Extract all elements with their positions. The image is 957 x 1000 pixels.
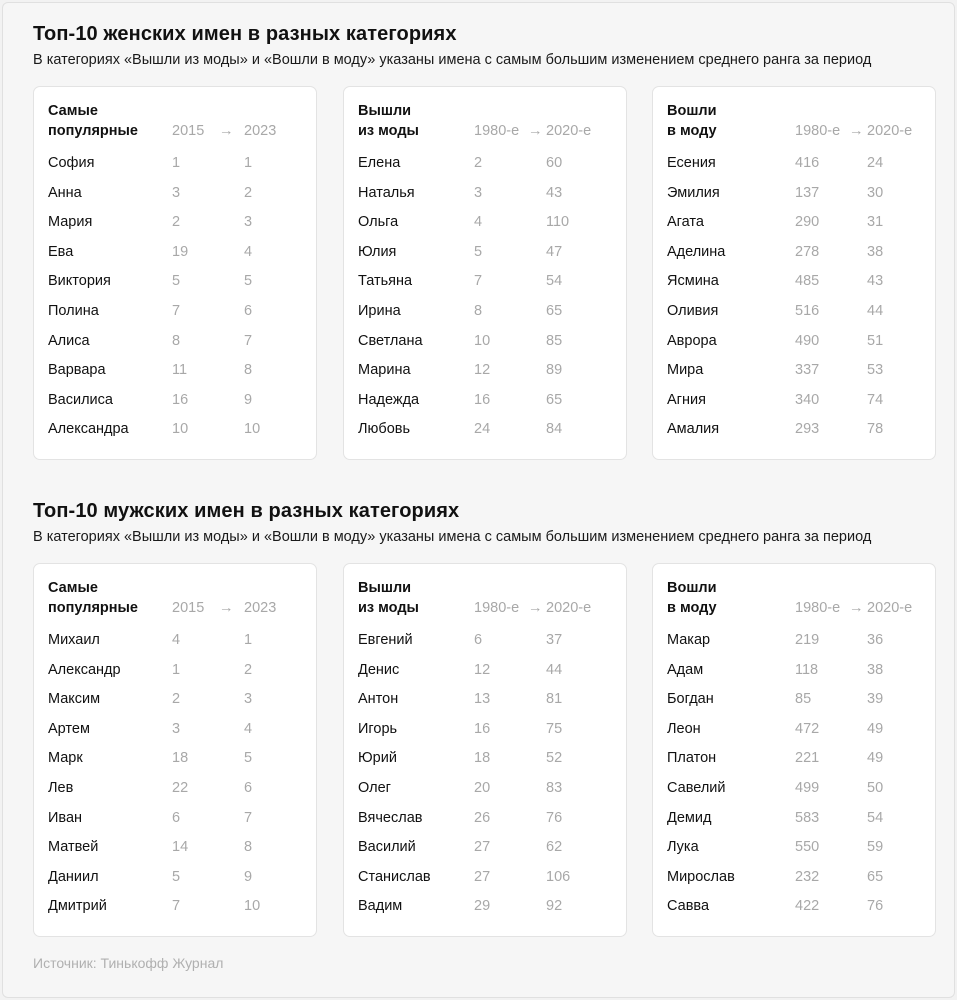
name-list xyxy=(344,630,626,926)
rank-from: 2 xyxy=(172,214,181,231)
rank-from: 290 xyxy=(795,214,820,231)
card-into-fashion xyxy=(652,563,936,937)
section-female-names xyxy=(33,21,938,460)
rank-to: 10 xyxy=(244,898,261,915)
arrow-icon: → xyxy=(219,600,234,616)
list-item xyxy=(34,212,316,242)
list-item xyxy=(34,331,316,361)
rank-to: 59 xyxy=(867,839,884,856)
rank-from: 2 xyxy=(474,155,483,171)
rank-to: 6 xyxy=(244,302,253,319)
list-item xyxy=(653,867,935,897)
rank-from: 13 xyxy=(474,691,491,708)
card-header xyxy=(344,564,626,632)
rank-to: 39 xyxy=(867,691,884,708)
rank-from: 219 xyxy=(795,632,820,648)
name: Елена xyxy=(358,155,401,171)
rank-to: 2 xyxy=(244,661,253,678)
rank-to: 50 xyxy=(867,779,884,796)
name: Агния xyxy=(667,391,706,408)
rank-to: 5 xyxy=(244,750,253,767)
name: Олег xyxy=(358,779,391,796)
card-into-fashion xyxy=(652,86,936,460)
rank-to: 47 xyxy=(546,243,563,260)
rank-from: 232 xyxy=(795,868,820,885)
list-item xyxy=(34,630,316,660)
rank-from: 10 xyxy=(172,421,189,438)
source-note: Источник: Тинькофф Журнал xyxy=(33,955,224,971)
rank-to: 43 xyxy=(867,273,884,290)
name: Матвей xyxy=(48,839,99,856)
rank-to: 110 xyxy=(546,214,570,231)
name: Любовь xyxy=(358,421,411,438)
rank-from: 3 xyxy=(172,720,181,737)
rank-from: 20 xyxy=(474,779,491,796)
name: Савва xyxy=(667,898,710,915)
list-item xyxy=(653,419,935,449)
card-most-popular xyxy=(33,563,317,937)
name: Эмилия xyxy=(667,184,720,201)
rank-to: 24 xyxy=(867,155,884,171)
rank-from: 12 xyxy=(474,362,491,379)
rank-to: 75 xyxy=(546,720,563,737)
section-subtitle: В категориях «Вышли из моды» и «Вошли в моду» указаны имена с самым большим изменением среднего ранга за период xyxy=(33,52,872,68)
name-list xyxy=(34,630,316,926)
name: Ольга xyxy=(358,214,399,231)
card-title: Вошли в моду xyxy=(667,103,717,139)
name: Евгений xyxy=(358,632,413,648)
name: Даниил xyxy=(48,868,99,885)
section-title: Топ-10 мужских имен в разных категориях xyxy=(33,500,460,522)
rank-from: 16 xyxy=(474,720,491,737)
name: Савелий xyxy=(667,779,726,796)
list-item xyxy=(653,837,935,867)
rank-to: 53 xyxy=(867,362,884,379)
rank-to: 10 xyxy=(244,421,261,438)
card-header xyxy=(344,87,626,155)
name: Мирослав xyxy=(667,868,735,885)
name: Светлана xyxy=(358,332,423,349)
rank-from: 416 xyxy=(795,155,820,171)
rank-from: 26 xyxy=(474,809,491,826)
section-male-names xyxy=(33,498,938,937)
list-item xyxy=(344,808,626,838)
list-item xyxy=(344,867,626,897)
card-title: Самые популярные xyxy=(48,580,138,616)
rank-to: 38 xyxy=(867,243,884,260)
name: Агата xyxy=(667,214,704,231)
name: Лука xyxy=(667,839,699,856)
list-item xyxy=(344,183,626,213)
rank-to: 65 xyxy=(546,302,563,319)
rank-from: 1 xyxy=(172,155,181,171)
rank-to: 62 xyxy=(546,839,563,856)
rank-to: 1 xyxy=(244,155,253,171)
name: Денис xyxy=(358,661,400,678)
name: Александра xyxy=(48,421,129,438)
rank-to: 65 xyxy=(867,868,884,885)
rank-to: 37 xyxy=(546,632,563,648)
name: Марина xyxy=(358,362,411,379)
list-item xyxy=(34,660,316,690)
list-item xyxy=(34,896,316,926)
list-item xyxy=(34,153,316,183)
rank-from: 6 xyxy=(172,809,181,826)
rank-to: 49 xyxy=(867,750,884,767)
rank-from: 5 xyxy=(172,868,181,885)
rank-from: 583 xyxy=(795,809,820,826)
rank-to: 6 xyxy=(244,779,253,796)
rank-to: 5 xyxy=(244,273,253,290)
list-item xyxy=(344,301,626,331)
name: Алиса xyxy=(48,332,90,349)
column-from-label: 1980-е xyxy=(795,123,841,139)
card-most-popular xyxy=(33,86,317,460)
name: Оливия xyxy=(667,302,719,319)
rank-from: 340 xyxy=(795,391,820,408)
name: София xyxy=(48,155,95,171)
name: Василиса xyxy=(48,391,113,408)
list-item xyxy=(34,419,316,449)
rank-to: 81 xyxy=(546,691,563,708)
list-item xyxy=(653,271,935,301)
name: Василий xyxy=(358,839,416,856)
list-item xyxy=(344,630,626,660)
list-item xyxy=(34,748,316,778)
name: Вячеслав xyxy=(358,809,423,826)
name: Адам xyxy=(667,661,704,678)
rank-from: 16 xyxy=(172,391,189,408)
rank-from: 5 xyxy=(474,243,483,260)
column-from-label: 2015 xyxy=(172,123,205,139)
rank-from: 4 xyxy=(172,632,181,648)
rank-from: 7 xyxy=(172,898,181,915)
rank-from: 137 xyxy=(795,184,820,201)
list-item xyxy=(653,748,935,778)
list-item xyxy=(653,808,935,838)
list-item xyxy=(344,719,626,749)
rank-to: 8 xyxy=(244,839,253,856)
name: Иван xyxy=(48,809,83,826)
name: Михаил xyxy=(48,632,100,648)
list-item xyxy=(653,301,935,331)
list-item xyxy=(653,778,935,808)
rank-to: 3 xyxy=(244,214,253,231)
rank-to: 9 xyxy=(244,868,253,885)
list-item xyxy=(653,360,935,390)
rank-from: 16 xyxy=(474,391,491,408)
list-item xyxy=(653,689,935,719)
rank-from: 4 xyxy=(474,214,483,231)
rank-to: 54 xyxy=(546,273,563,290)
name: Мария xyxy=(48,214,93,231)
rank-from: 8 xyxy=(172,332,181,349)
rank-from: 337 xyxy=(795,362,820,379)
name: Антон xyxy=(358,691,399,708)
list-item xyxy=(34,719,316,749)
name: Татьяна xyxy=(358,273,413,290)
infographic-page xyxy=(2,2,955,998)
arrow-icon: → xyxy=(849,123,864,139)
name-list xyxy=(653,153,935,449)
column-to-label: 2020-е xyxy=(546,123,592,139)
column-from-label: 1980-е xyxy=(474,123,520,139)
name-list xyxy=(653,630,935,926)
list-item xyxy=(34,242,316,272)
section-title: Топ-10 женских имен в разных категориях xyxy=(33,23,457,45)
card-title: Вошли в моду xyxy=(667,580,717,616)
list-item xyxy=(344,271,626,301)
card-out-of-fashion xyxy=(343,563,627,937)
list-item xyxy=(344,360,626,390)
name: Варвара xyxy=(48,362,106,379)
name: Макар xyxy=(667,632,711,648)
rank-from: 29 xyxy=(474,898,491,915)
rank-from: 472 xyxy=(795,720,820,737)
rank-from: 27 xyxy=(474,868,491,885)
name: Аделина xyxy=(667,243,726,260)
list-item xyxy=(34,837,316,867)
rank-to: 49 xyxy=(867,720,884,737)
rank-from: 14 xyxy=(172,839,189,856)
rank-to: 76 xyxy=(867,898,884,915)
name: Аврора xyxy=(667,332,717,349)
rank-from: 8 xyxy=(474,302,483,319)
card-header xyxy=(653,564,935,632)
rank-from: 85 xyxy=(795,691,812,708)
list-item xyxy=(344,896,626,926)
list-item xyxy=(344,153,626,183)
name: Станислав xyxy=(358,868,431,885)
rank-from: 7 xyxy=(474,273,483,290)
rank-from: 516 xyxy=(795,302,820,319)
rank-to: 8 xyxy=(244,362,253,379)
rank-from: 550 xyxy=(795,839,820,856)
name: Богдан xyxy=(667,691,714,708)
list-item xyxy=(653,153,935,183)
rank-from: 18 xyxy=(172,750,189,767)
list-item xyxy=(34,689,316,719)
column-from-label: 1980-е xyxy=(474,600,520,616)
name: Лев xyxy=(48,779,74,796)
list-item xyxy=(653,331,935,361)
name: Полина xyxy=(48,302,99,319)
list-item xyxy=(344,390,626,420)
list-item xyxy=(34,778,316,808)
name: Ирина xyxy=(358,302,401,319)
card-title: Вышли из моды xyxy=(358,103,419,139)
list-item xyxy=(344,331,626,361)
name-list xyxy=(34,153,316,449)
name: Платон xyxy=(667,750,717,767)
rank-to: 4 xyxy=(244,243,253,260)
list-item xyxy=(653,390,935,420)
rank-to: 83 xyxy=(546,779,563,796)
list-item xyxy=(653,660,935,690)
name: Ясмина xyxy=(667,273,719,290)
list-item xyxy=(344,419,626,449)
name: Марк xyxy=(48,750,83,767)
name: Леон xyxy=(667,720,701,737)
rank-to: 4 xyxy=(244,720,253,737)
rank-to: 78 xyxy=(867,421,884,438)
card-title: Самые популярные xyxy=(48,103,138,139)
rank-from: 278 xyxy=(795,243,820,260)
rank-from: 118 xyxy=(795,661,819,678)
list-item xyxy=(344,778,626,808)
list-item xyxy=(34,867,316,897)
rank-to: 76 xyxy=(546,809,563,826)
list-item xyxy=(653,212,935,242)
card-out-of-fashion xyxy=(343,86,627,460)
name: Артем xyxy=(48,720,90,737)
column-to-label: 2020-е xyxy=(867,123,913,139)
name: Юлия xyxy=(358,243,397,260)
list-item xyxy=(344,660,626,690)
rank-from: 18 xyxy=(474,750,491,767)
rank-to: 44 xyxy=(546,661,563,678)
rank-from: 1 xyxy=(172,661,181,678)
list-item xyxy=(344,212,626,242)
rank-to: 7 xyxy=(244,332,253,349)
rank-to: 52 xyxy=(546,750,563,767)
rank-to: 106 xyxy=(546,868,571,885)
rank-from: 24 xyxy=(474,421,491,438)
name: Наталья xyxy=(358,184,415,201)
rank-from: 5 xyxy=(172,273,181,290)
rank-from: 11 xyxy=(172,362,188,379)
rank-to: 38 xyxy=(867,661,884,678)
rank-from: 22 xyxy=(172,779,189,796)
rank-from: 3 xyxy=(474,184,483,201)
rank-to: 54 xyxy=(867,809,884,826)
column-to-label: 2020-е xyxy=(546,600,592,616)
name: Демид xyxy=(667,809,712,826)
list-item xyxy=(653,719,935,749)
card-header xyxy=(34,87,316,155)
rank-to: 2 xyxy=(244,184,253,201)
rank-to: 51 xyxy=(867,332,884,349)
rank-from: 490 xyxy=(795,332,820,349)
rank-from: 7 xyxy=(172,302,181,319)
cards-row xyxy=(33,563,938,937)
column-to-label: 2023 xyxy=(244,123,277,139)
rank-from: 485 xyxy=(795,273,820,290)
list-item xyxy=(653,630,935,660)
arrow-icon: → xyxy=(219,123,234,139)
rank-to: 3 xyxy=(244,691,253,708)
list-item xyxy=(344,242,626,272)
card-header xyxy=(653,87,935,155)
arrow-icon: → xyxy=(849,600,864,616)
name-list xyxy=(344,153,626,449)
rank-to: 89 xyxy=(546,362,563,379)
rank-from: 422 xyxy=(795,898,820,915)
rank-to: 85 xyxy=(546,332,563,349)
column-from-label: 1980-е xyxy=(795,600,841,616)
arrow-icon: → xyxy=(528,123,543,139)
list-item xyxy=(34,301,316,331)
name: Есения xyxy=(667,155,716,171)
list-item xyxy=(653,242,935,272)
rank-to: 1 xyxy=(244,632,253,648)
rank-to: 60 xyxy=(546,155,563,171)
cards-row xyxy=(33,86,938,460)
rank-from: 3 xyxy=(172,184,181,201)
rank-to: 44 xyxy=(867,302,884,319)
rank-from: 499 xyxy=(795,779,820,796)
column-to-label: 2023 xyxy=(244,600,277,616)
section-subtitle: В категориях «Вышли из моды» и «Вошли в моду» указаны имена с самым большим изменением среднего ранга за период xyxy=(33,529,872,545)
rank-to: 74 xyxy=(867,391,884,408)
name: Александр xyxy=(48,661,121,678)
rank-from: 12 xyxy=(474,661,491,678)
list-item xyxy=(34,360,316,390)
rank-to: 36 xyxy=(867,632,884,648)
name: Вадим xyxy=(358,898,403,915)
card-header xyxy=(34,564,316,632)
column-from-label: 2015 xyxy=(172,600,205,616)
rank-to: 30 xyxy=(867,184,884,201)
name: Надежда xyxy=(358,391,420,408)
list-item xyxy=(653,896,935,926)
rank-to: 92 xyxy=(546,898,563,915)
list-item xyxy=(653,183,935,213)
list-item xyxy=(344,689,626,719)
list-item xyxy=(344,837,626,867)
list-item xyxy=(34,183,316,213)
name: Ева xyxy=(48,243,74,260)
rank-from: 19 xyxy=(172,243,189,260)
rank-from: 10 xyxy=(474,332,491,349)
rank-to: 84 xyxy=(546,421,563,438)
name: Виктория xyxy=(48,273,111,290)
list-item xyxy=(34,390,316,420)
rank-from: 293 xyxy=(795,421,820,438)
rank-to: 31 xyxy=(867,214,884,231)
list-item xyxy=(344,748,626,778)
rank-from: 2 xyxy=(172,691,181,708)
name: Анна xyxy=(48,184,82,201)
rank-from: 27 xyxy=(474,839,491,856)
list-item xyxy=(34,808,316,838)
name: Игорь xyxy=(358,720,398,737)
arrow-icon: → xyxy=(528,600,543,616)
rank-from: 221 xyxy=(795,750,820,767)
rank-to: 7 xyxy=(244,809,253,826)
name: Амалия xyxy=(667,421,720,438)
rank-from: 6 xyxy=(474,632,483,648)
column-to-label: 2020-е xyxy=(867,600,913,616)
card-title: Вышли из моды xyxy=(358,580,419,616)
name: Мира xyxy=(667,362,704,379)
name: Максим xyxy=(48,691,101,708)
list-item xyxy=(34,271,316,301)
name: Дмитрий xyxy=(48,898,107,915)
rank-to: 43 xyxy=(546,184,563,201)
name: Юрий xyxy=(358,750,397,767)
rank-to: 65 xyxy=(546,391,563,408)
rank-to: 9 xyxy=(244,391,253,408)
